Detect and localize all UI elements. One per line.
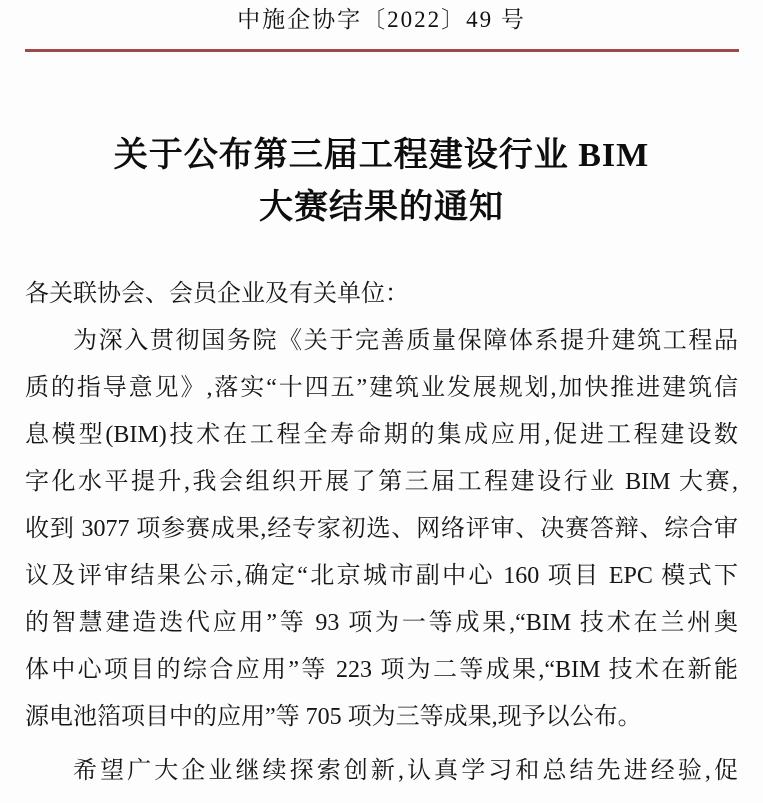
- body-line: 的智慧建造迭代应用”等 93 项为一等成果,“BIM 技术在兰州奥: [25, 610, 738, 636]
- body-line: 息模型(BIM)技术在工程全寿命期的集成应用,促进工程建设数: [25, 422, 738, 448]
- title-line-1: 关于公布第三届工程建设行业 BIM: [113, 137, 650, 174]
- body-line: 质的指导意见》,落实“十四五”建筑业发展规划,加快推进建筑信: [25, 375, 738, 401]
- body-line: 字化水平提升,我会组织开展了第三届工程建设行业 BIM 大赛,: [25, 469, 738, 495]
- body-line: 议及评审结果公示,确定“北京城市副中心 160 项目 EPC 模式下: [25, 563, 738, 589]
- body-paragraph-2: [25, 748, 738, 795]
- salutation-line: 各关联协会、会员企业及有关单位：: [25, 281, 409, 307]
- red-divider-line: [25, 49, 739, 52]
- body-line: 希望广大企业继续探索创新,认真学习和总结先进经验,促: [73, 758, 738, 784]
- title-line-2: 大赛结果的通知: [259, 189, 504, 226]
- body-line: 为深入贯彻国务院《关于完善质量保障体系提升建筑工程品: [73, 328, 738, 354]
- body-line: 收到 3077 项参赛成果,经专家初选、网络评审、决赛答辩、综合审: [25, 516, 738, 542]
- document-number: 中施企协字〔2022〕49 号: [237, 7, 526, 32]
- body-paragraph-1: [25, 318, 738, 741]
- body-line: 源电池箔项目中的应用”等 705 项为三等成果,现予以公布。: [25, 704, 642, 730]
- document-body: [25, 271, 738, 795]
- document-title: [0, 130, 763, 234]
- body-line: 体中心项目的综合应用”等 223 项为二等成果,“BIM 技术在新能: [25, 657, 738, 683]
